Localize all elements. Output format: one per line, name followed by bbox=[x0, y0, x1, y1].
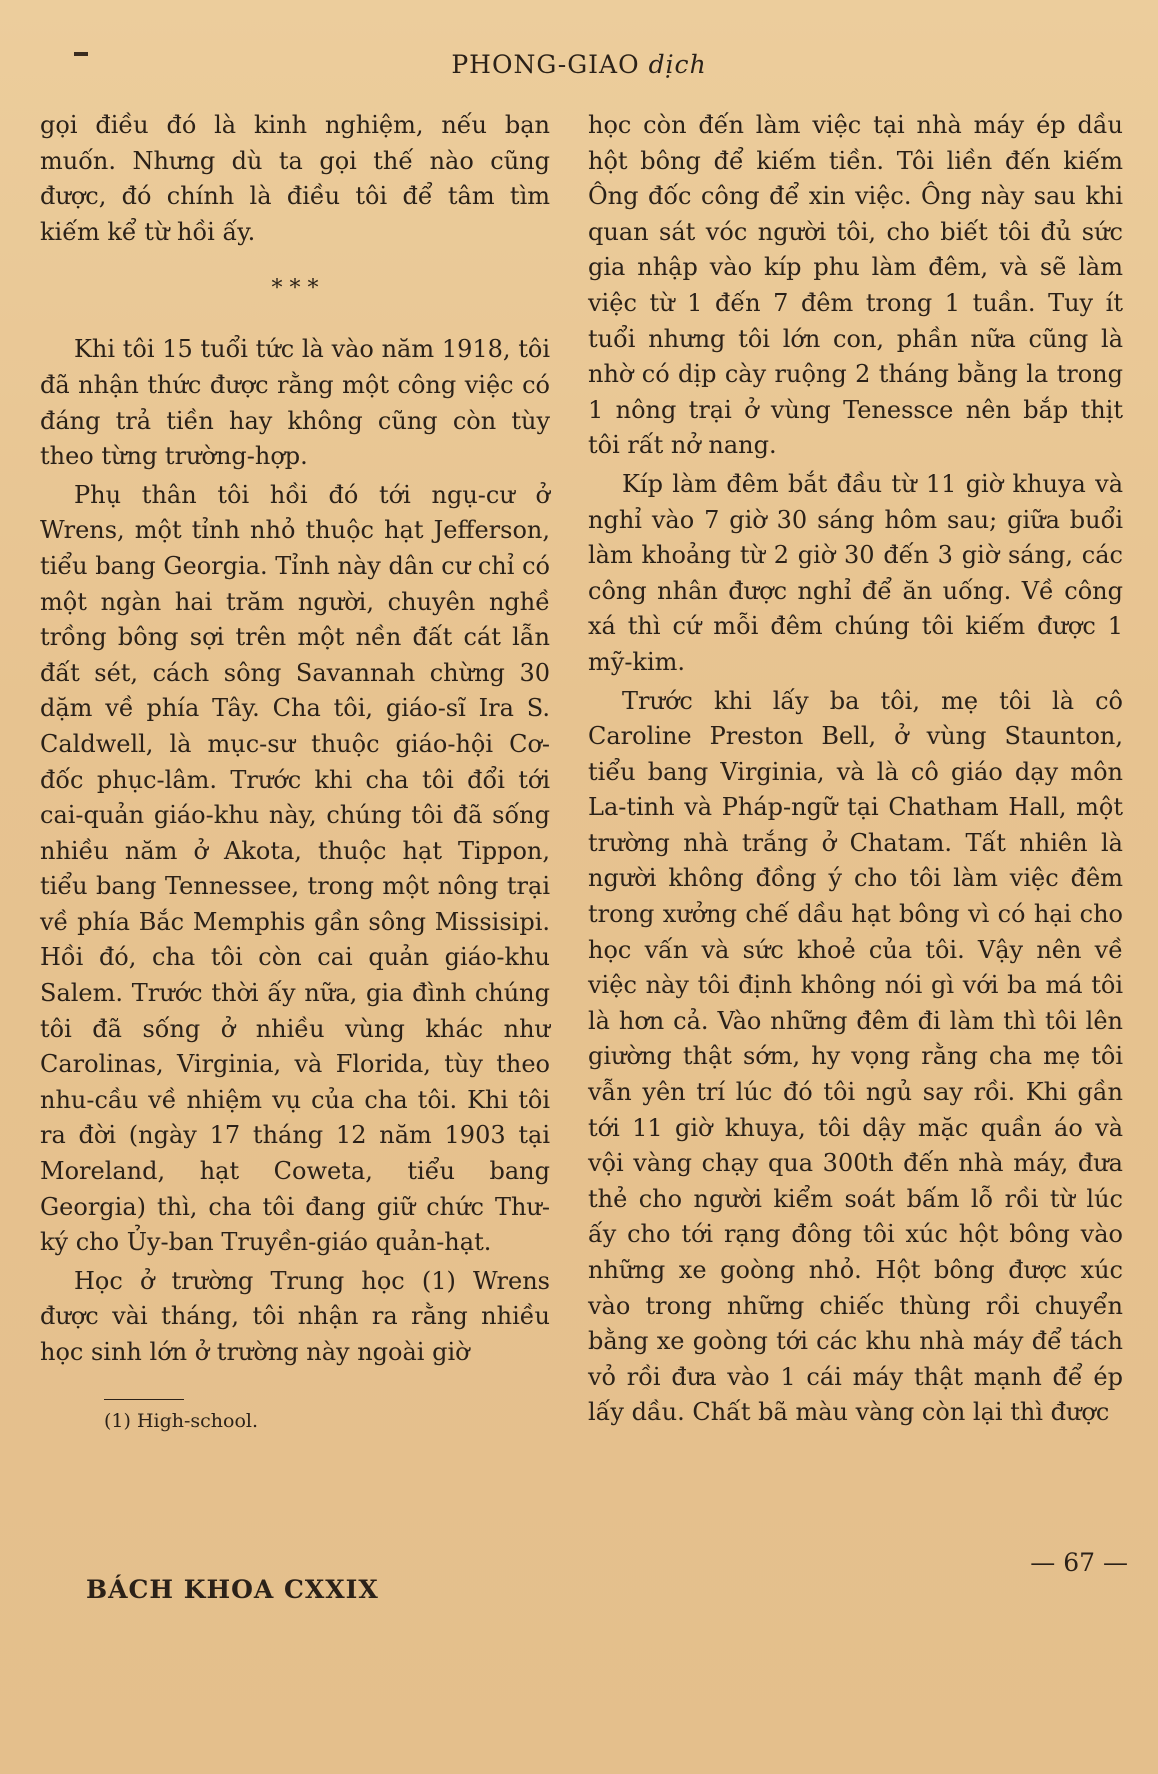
right-column bbox=[588, 108, 1123, 1431]
page-number: — 67 — bbox=[1030, 1548, 1128, 1577]
running-head bbox=[0, 50, 1158, 79]
paragraph: Kíp làm đêm bắt đầu từ 11 giờ khuya và nghỉ vào 7 giờ 30 sáng hôm sau; giữa buổi làm khoảng từ 2 giờ 30 đến 3 giờ sáng, các công nhân được nghỉ để ăn uống. Về công xá thì cứ mỗi đêm chúng tôi kiếm được 1 mỹ-kim. bbox=[588, 469, 1123, 676]
paragraph: Trước khi lấy ba tôi, mẹ tôi là cô Caroline Preston Bell, ở vùng Staunton, tiểu bang Virginia, và là cô giáo dạy môn La-tinh và Pháp-ngữ tại Chatham Hall, một trường nhà trắng ở Chatam. Tất nhiên là người không đồng ý cho tôi làm việc đêm trong xưởng chế dầu hạt bông vì có hại cho học vấn và sức khoẻ của tôi. Vậy nên về việc này tôi định không nói gì với ba má tôi là hơn cả. Vào những đêm đi làm thì tôi lên giường thật sớm, hy vọng rằng cha mẹ tôi vẫn yên trí lúc đó tôi ngủ say rồi. Khi gần tới 11 giờ khuya, tôi dậy mặc quần áo và vội vàng chạy qua 300th đến nhà máy, đưa thẻ cho người kiểm soát bấm lỗ rồi từ lúc ấy cho tới rạng đông tôi xúc hột bông vào những xe goòng nhỏ. Hột bông được xúc vào trong những chiếc thùng rồi chuyển bằng xe goòng tới các khu nhà máy để tách vỏ rồi đưa vào 1 cái máy thật mạnh để ép lấy dầu. Chất bã màu vàng còn lại thì được bbox=[588, 686, 1123, 1427]
left-column bbox=[40, 108, 550, 1434]
running-head-role: dịch bbox=[648, 50, 707, 79]
footnote: (1) High-school. bbox=[104, 1409, 259, 1432]
paragraph: gọi điều đó là kinh nghiệm, nếu bạn muốn. Nhưng dù ta gọi thế nào cũng được, đó chính là điều tôi để tâm tìm kiếm kể từ hồi ấy. bbox=[40, 111, 550, 246]
paragraph: học còn đến làm việc tại nhà máy ép dầu hột bông để kiếm tiền. Tôi liền đến kiếm Ông đốc công để xin việc. Ông này sau khi quan sát vóc người tôi, cho biết tôi đủ sức gia nhập vào kíp phu làm đêm, và sẽ làm việc từ 1 đến 7 đêm trong 1 tuần. Tuy ít tuổi nhưng tôi lớn con, phần nữa cũng là nhờ có dịp cày ruộng 2 tháng bằng la trong 1 nông trại ở vùng Tenessce nên bắp thịt tôi rất nở nang. bbox=[588, 111, 1123, 460]
publication-footer: BÁCH KHOA CXXIX bbox=[86, 1575, 379, 1604]
paragraph: Học ở trường Trung học (1) Wrens được vài tháng, tôi nhận ra rằng nhiều học sinh lớn ở trường này ngoài giờ bbox=[40, 1266, 550, 1366]
paragraph: Khi tôi 15 tuổi tức là vào năm 1918, tôi đã nhận thức được rằng một công việc có đáng trả tiền hay không cũng còn tùy theo từng trường-hợp. bbox=[40, 335, 550, 471]
running-head-author: PHONG-GIAO bbox=[451, 50, 640, 79]
paragraph: Phụ thân tôi hồi đó tới ngụ-cư ở Wrens, một tỉnh nhỏ thuộc hạt Jefferson, tiểu bang Georgia. Tỉnh này dân cư chỉ có một ngàn hai trăm người, chuyên nghề trồng bông sợi trên một nền đất cát lẫn đất sét, cách sông Savannah chừng 30 dặm về phía Tây. Cha tôi, giáo-sĩ Ira S. Caldwell, là mục-sư thuộc giáo-hội Cơ-đốc phục-lâm. Trước khi cha tôi đổi tới cai-quản giáo-khu này, chúng tôi đã sống nhiều năm ở Akota, thuộc hạt Tippon, tiểu bang Tennessee, trong một nông trại về phía Bắc Memphis gần sông Missisipi. Hồi đó, cha tôi còn cai quản giáo-khu Salem. Trước thời ấy nữa, gia đình chúng tôi đã sống ở nhiều vùng khác như Carolinas, Virginia, và Florida, tùy theo nhu-cầu về nhiệm vụ của cha tôi. Khi tôi ra đời (ngày 17 tháng 12 năm 1903 tại Moreland, hạt Coweta, tiểu bang Georgia) thì, cha tôi đang giữ chức Thư-ký cho Ủy-ban Truyền-giáo quản-hạt. bbox=[40, 480, 550, 1257]
section-separator: * * * bbox=[271, 276, 319, 302]
footnote-rule bbox=[104, 1399, 184, 1400]
